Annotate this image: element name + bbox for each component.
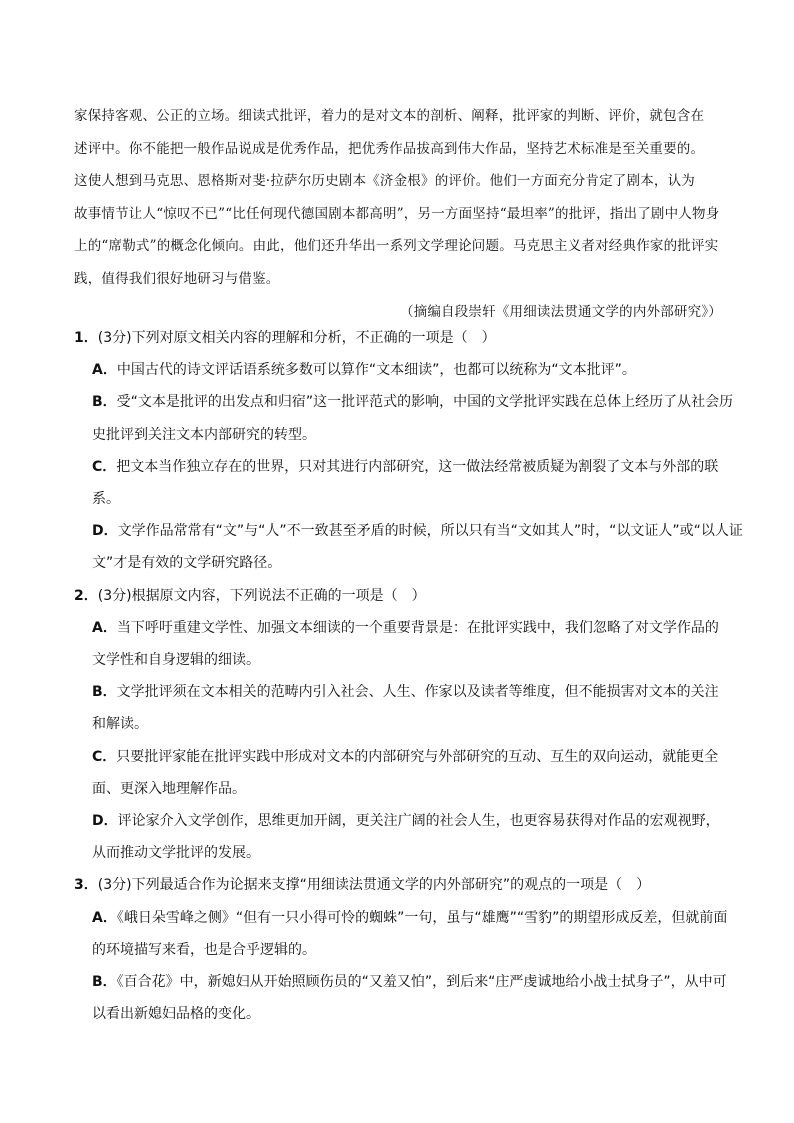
option-b <box>92 966 727 998</box>
option-letter: B． <box>92 974 117 991</box>
option-text-continued: 文学性和自身逻辑的细读。 <box>92 652 260 669</box>
option-letter: C． <box>92 748 117 765</box>
passage-line: 家保持客观、公正的立场。细读式批评，着力的是对文本的剖析、阐释，批评家的判断、评价，就包含在 <box>74 108 705 124</box>
option-letter: B． <box>92 394 117 411</box>
option-letter: B． <box>92 684 117 701</box>
option-text: 《峨日朵雪峰之侧》“但有一只小得可怜的蜘蛛”一句，虽与“雄鹰”“雪豹”的期望形成反差，但就前面 <box>116 909 728 926</box>
option-d <box>92 515 743 547</box>
option-text-continued: 以看出新媳妇品格的变化。 <box>92 1006 260 1023</box>
option-text: 中国古代的诗文评话语系统多数可以算作“文本细读”，也都可以统称为“文本批评”。 <box>116 362 636 379</box>
option-a <box>92 354 724 386</box>
option-letter: C． <box>92 458 117 475</box>
option-text-continued: 文”才是有效的文学研究路径。 <box>92 555 282 572</box>
option-text: 把文本当作独立存在的世界，只对其进行内部研究，这一做法经常被质疑为割裂了文本与外部的联 <box>116 458 719 475</box>
option-c <box>92 451 724 483</box>
passage-line: 上的“席勒式”的概念化倾向。由此，他们还升华出一系列文学理论问题。马克思主义者对经典作家的批评实 <box>74 238 719 255</box>
question-text: (3分)下列对原文相关内容的理解和分析，不正确的一项是（ ） <box>97 330 496 346</box>
option-text: 只要批评家能在批评实践中形成对文本的内部研究与外部研究的互动、互生的双向运动，就能更全 <box>116 748 719 765</box>
passage-source: （摘编自段崇轩《用细读法贯通文学的内外部研究》） <box>399 303 722 320</box>
passage-line: 这使人想到马克思、恩格斯对斐·拉萨尔历史剧本《济金根》的评价。他们一方面充分肯定了剧本，认为 <box>74 173 695 190</box>
question-2 <box>74 580 724 870</box>
reading-passage <box>74 100 722 328</box>
option-text-continued: 系。 <box>92 491 120 508</box>
question-number: 3． <box>74 877 98 894</box>
option-letter: D． <box>92 523 118 540</box>
question-1 <box>74 322 743 580</box>
option-b <box>92 386 734 418</box>
option-text-continued: 和解读。 <box>92 716 148 733</box>
passage-line: 述评中。你不能把一般作品说成是优秀作品，把优秀作品拔高到伟大作品，坚持艺术标准是至关重要的。 <box>74 140 705 157</box>
question-list <box>74 322 743 1030</box>
option-text-continued: 从而推动文学批评的发展。 <box>92 845 260 862</box>
option-letter: A． <box>92 619 117 636</box>
question-stem <box>74 580 724 612</box>
option-a <box>92 902 728 934</box>
question-stem <box>74 322 724 354</box>
option-b <box>92 676 724 708</box>
option-text-continued: 的环境描写来看，也是合乎逻辑的。 <box>92 941 316 958</box>
option-letter: D． <box>92 813 118 830</box>
option-text: 当下呼吁重建文学性、加强文本细读的一个重要背景是：在批评实践中，我们忽略了对文学作品的 <box>116 619 719 636</box>
option-text: 评论家介入文学创作，思维更加开阔，更关注广阔的社会人生，也更容易获得对作品的宏观视野， <box>117 813 720 830</box>
option-text: 受“文本是批评的出发点和归宿”这一批评范式的影响，中国的文学批评实践在总体上经历了从社会历 <box>116 394 734 411</box>
option-letter: A． <box>92 362 117 379</box>
option-c <box>92 741 724 773</box>
option-letter: A． <box>92 909 117 926</box>
option-text: 文学作品常常有“文”与“人”不一致甚至矛盾的时候，所以只有当“文如其人”时，“以文证人”或“以人证 <box>117 523 743 540</box>
option-a <box>92 612 724 644</box>
option-text-continued: 面、更深入地理解作品。 <box>92 780 246 797</box>
question-text: (3分)下列最适合作为论据来支撑“用细读法贯通文学的内外部研究”的观点的一项是（ ） <box>97 877 651 894</box>
question-number: 2． <box>74 587 98 604</box>
option-text: 《百合花》中，新媳妇从开始照顾伤员的“又羞又怕”，到后来“庄严虔诚地给小战士拭身子”，从中可 <box>116 974 727 991</box>
option-d <box>92 805 724 837</box>
passage-line: 故事情节让人“惊叹不已”“比任何现代德国剧本都高明”，另一方面坚持“最坦率”的批评，指出了剧中人物身 <box>74 205 720 222</box>
option-text: 文学批评须在文本相关的范畴内引入社会、人生、作家以及读者等维度，但不能损害对文本的关注 <box>116 684 719 701</box>
question-number: 1． <box>74 330 98 346</box>
option-text-continued: 史批评到关注文本内部研究的转型。 <box>92 426 316 443</box>
question-3 <box>74 869 728 1030</box>
passage-line: 践，值得我们很好地研习与借鉴。 <box>74 270 280 287</box>
question-text: (3分)根据原文内容，下列说法不正确的一项是（ ） <box>97 587 426 604</box>
question-stem <box>74 869 724 901</box>
